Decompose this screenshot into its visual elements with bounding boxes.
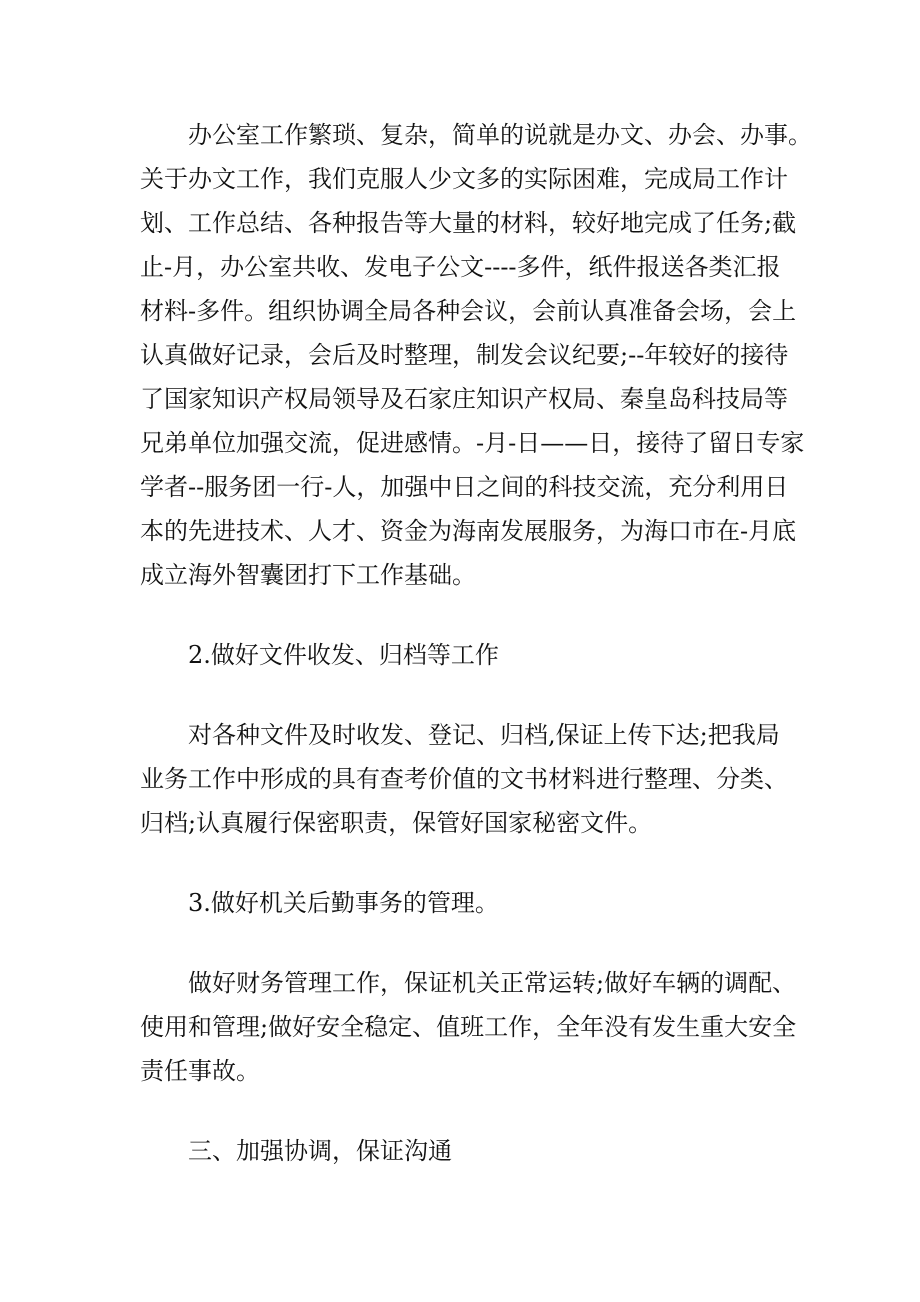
paragraph-line: 办公室工作繁琐、复杂，简单的说就是办文、办会、办事。	[188, 121, 812, 149]
paragraph-line: 成立海外智囊团打下工作基础。	[140, 561, 476, 589]
paragraph-line: 业务工作中形成的具有查考价值的文书材料进行整理、分类、	[140, 765, 788, 793]
paragraph-line: 学者--服务团一行-人，加强中日之间的科技交流，充分利用日	[140, 473, 789, 501]
paragraph-line: 兄弟单位加强交流，促进感情。-月-日——日，接待了留日专家	[140, 429, 805, 457]
paragraph-line: 使用和管理;做好安全稳定、值班工作，全年没有发生重大安全	[140, 1013, 797, 1041]
heading-file-handling: 2.做好文件收发、归档等工作	[188, 641, 499, 669]
section-heading-coordination: 三、加强协调，保证沟通	[188, 1137, 452, 1165]
paragraph-line: 本的先进技术、人才、资金为海南发展服务，为海口市在-月底	[140, 517, 797, 545]
paragraph-line: 归档;认真履行保密职责，保管好国家秘密文件。	[140, 809, 653, 837]
paragraph-line: 做好财务管理工作，保证机关正常运转;做好车辆的调配、	[188, 969, 797, 997]
paragraph-office-work	[140, 113, 812, 597]
paragraph-file-handling	[140, 713, 788, 845]
document-body	[140, 113, 812, 1209]
heading-logistics: 3.做好机关后勤事务的管理。	[188, 889, 499, 917]
paragraph-line: 划、工作总结、各种报告等大量的材料，较好地完成了任务;截	[140, 209, 797, 237]
paragraph-line: 关于办文工作，我们克服人少文多的实际困难，完成局工作计	[140, 165, 788, 193]
paragraph-line: 责任事故。	[140, 1057, 260, 1085]
paragraph-line: 认真做好记录，会后及时整理，制发会议纪要;--年较好的接待	[140, 341, 789, 369]
paragraph-line: 了国家知识产权局领导及石家庄知识产权局、秦皇岛科技局等	[140, 385, 788, 413]
paragraph-line: 对各种文件及时收发、登记、归档,保证上传下达;把我局	[188, 721, 780, 749]
paragraph-line: 止-月，办公室共收、发电子公文----多件，纸件报送各类汇报	[140, 253, 781, 281]
paragraph-line: 材料-多件。组织协调全局各种会议，会前认真准备会场，会上	[140, 297, 797, 325]
paragraph-logistics	[140, 961, 797, 1093]
